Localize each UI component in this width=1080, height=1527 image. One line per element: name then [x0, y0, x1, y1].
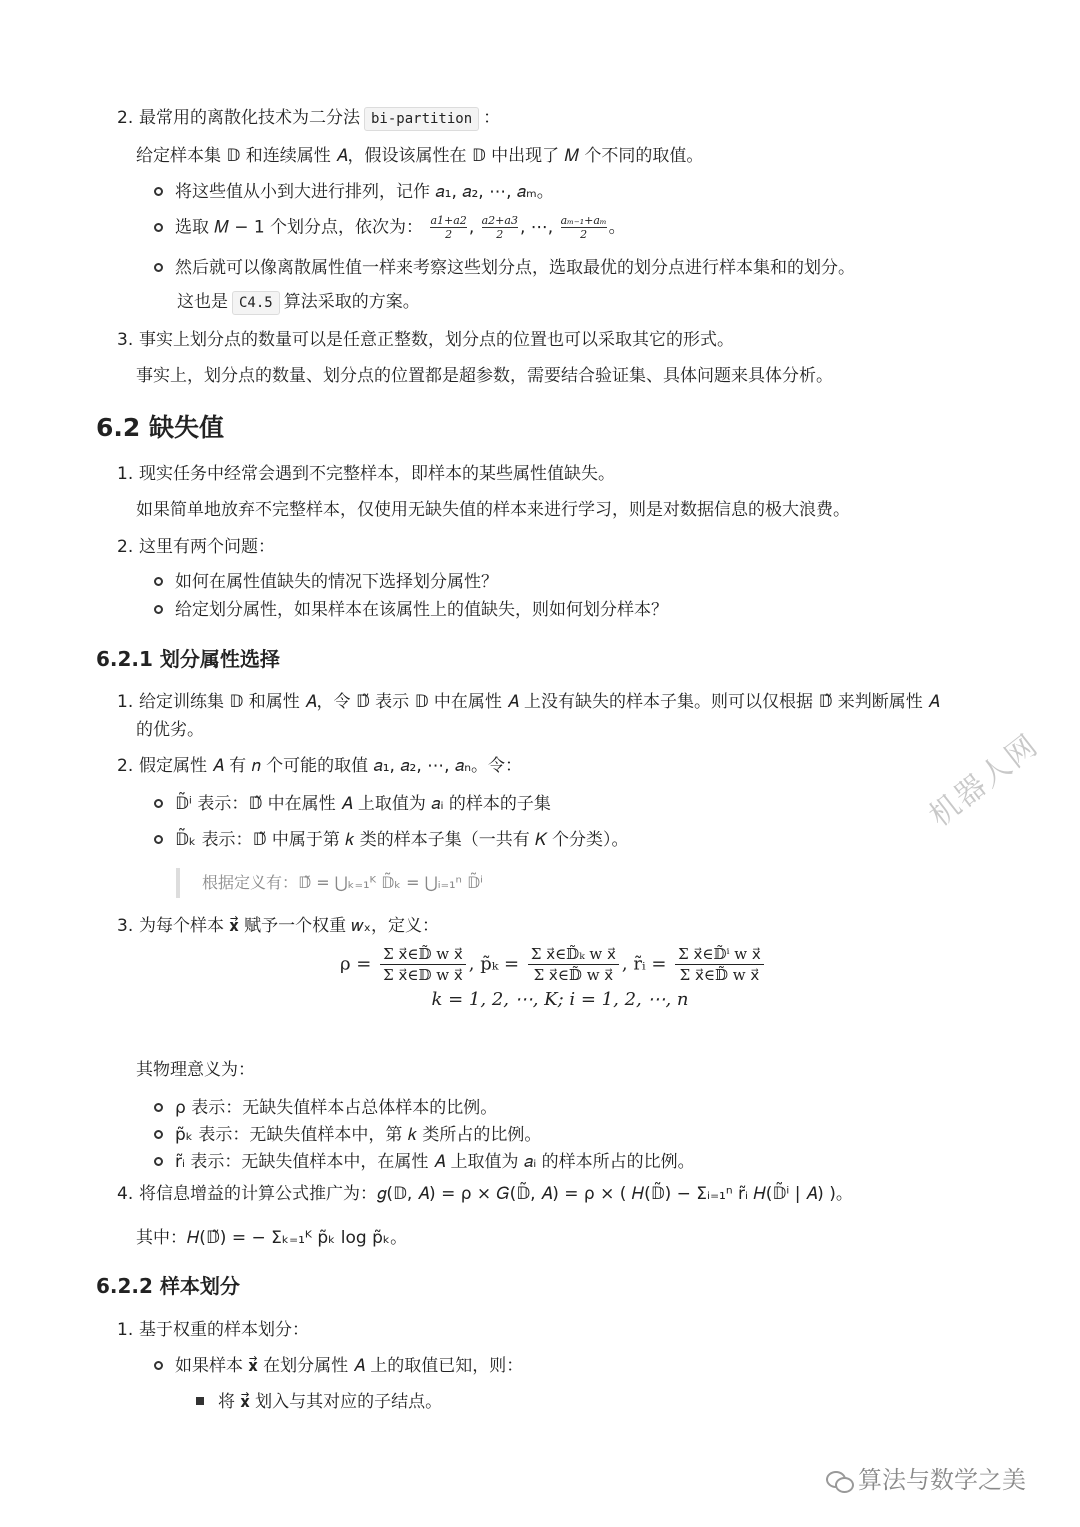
formula-line-1: ρ = $\frac{\text{Σ x⃗∈𝔻̃ w x⃗}}{\text{Σ x⃗∈𝔻 w x⃗}}$ , p̃ₖ = $\frac{\text{Σ x⃗∈𝔻̃ₖ w x⃗}}{\text{Σ x⃗∈𝔻̃ w x⃗}}$ , r̃ᵢ = $\frac{\text{Σ x⃗∈𝔻̃ⁱ w x⃗}}{\text{Σ x⃗∈𝔻̃ w x⃗}}$ — [340, 944, 780, 985]
list-item: 1. 现实任务中经常会遇到不完整样本，即样本的某些属性值缺失。 — [117, 464, 615, 484]
bullet-item: p̃ₖ 表示：无缺失值样本中，第 𝑘 类所占的比例。 — [154, 1123, 541, 1147]
bullet-item: 𝔻̃ₖ 表示：𝔻̃ 中属于第 𝑘 类的样本子集（一共有 𝐾 个分类）。 — [154, 828, 629, 852]
bullet-item: 如何在属性值缺失的情况下选择划分属性？ — [154, 570, 498, 594]
list-item: 3. 事实上划分点的数量可以是任意正整数，划分点的位置也可以采取其它的形式。 — [117, 330, 734, 350]
fraction: $\frac{\text{Σ x⃗∈𝔻̃ w x⃗}}{\text{Σ x⃗∈𝔻 w x⃗}}$ — [380, 944, 466, 985]
bullet-item: 然后就可以像离散属性值一样来考察这些划分点，选取最优的划分点进行样本集和的划分。 — [154, 256, 855, 280]
fraction: $\frac{\text{Σ x⃗∈𝔻̃ₖ w x⃗}}{\text{Σ x⃗∈𝔻̃ w x⃗}}$ — [528, 944, 619, 985]
paragraph: 如果简单地放弃不完整样本，仅使用无缺失值的样本来进行学习，则是对数据信息的极大浪费。 — [136, 500, 850, 520]
inline-code: bi-partition — [364, 107, 479, 131]
bullet-item: r̃ᵢ 表示：无缺失值样本中，在属性 𝐴 上取值为 𝑎ᵢ 的样本所占的比例。 — [154, 1150, 695, 1174]
bullet-icon — [154, 1361, 163, 1370]
fraction: $\frac{\text{Σ x⃗∈𝔻̃ⁱ w x⃗}}{\text{Σ x⃗∈𝔻̃ w x⃗}}$ — [675, 944, 764, 985]
blockquote: 根据定义有：𝔻̃ = ⋃ₖ₌₁ᴷ 𝔻̃ₖ = ⋃ᵢ₌₁ⁿ 𝔻̃ⁱ — [176, 868, 483, 898]
list-item: 1. 给定训练集 𝔻 和属性 𝐴，令 𝔻̃ 表示 𝔻 中在属性 𝐴 上没有缺失的样本子集。则可以仅根据 𝔻̃ 来判断属性 𝐴 — [117, 692, 940, 712]
paragraph: 其物理意义为： — [136, 1060, 255, 1080]
bullet-icon — [154, 1103, 163, 1112]
wechat-icon — [826, 1469, 852, 1491]
bullet-item: 如果样本 𝐱⃗ 在划分属性 𝐴 上的取值已知，则： — [154, 1354, 523, 1378]
subsection-heading: 6.2.1 划分属性选择 — [96, 647, 280, 671]
list-item: 2. 这里有两个问题： — [117, 537, 275, 557]
paragraph: 给定样本集 𝔻 和连续属性 𝐴，假设该属性在 𝔻 中出现了 𝑀 个不同的取值。 — [136, 146, 704, 166]
watermark: 机器人网 — [922, 727, 1046, 834]
bullet-item: 选取 𝑀 − 1 个划分点，依次为： $\frac{a1+a2}{2}$ , $\frac{a2+a3}{2}$ , ⋯, $\frac{\text{aₘ₋₁+aₘ}}{2}$ 。 — [154, 214, 626, 241]
weight-formula — [340, 944, 780, 1034]
bullet-item: 给定划分属性，如果样本在该属性上的值缺失，则如何划分样本？ — [154, 598, 668, 622]
fraction: $\frac{a1+a2}{2}$ — [430, 214, 467, 241]
bullet-icon — [154, 577, 163, 586]
sub-bullet-item: 将 𝐱⃗ 划入与其对应的子结点。 — [196, 1390, 442, 1414]
list-item: 4. 将信息增益的计算公式推广为：𝑔(𝔻, 𝐴) = ρ × 𝐺(𝔻̃, 𝐴) = ρ × ( 𝐻(𝔻̃) − Σᵢ₌₁ⁿ r̃ᵢ 𝐻(𝔻̃ⁱ | 𝐴) )。 — [117, 1184, 853, 1204]
paragraph: 其中：𝐻(𝔻̃) = − Σₖ₌₁ᴷ p̃ₖ log p̃ₖ。 — [136, 1228, 408, 1248]
list-item: 2. 假定属性 𝐴 有 𝑛 个可能的取值 𝑎₁, 𝑎₂, ⋯, 𝑎ₙ。令： — [117, 756, 522, 776]
list-item: 1. 基于权重的样本划分： — [117, 1320, 309, 1340]
paragraph: 事实上，划分点的数量、划分点的位置都是超参数，需要结合验证集、具体问题来具体分析。 — [136, 366, 833, 386]
section-heading: 6.2 缺失值 — [96, 413, 224, 442]
bullet-icon — [154, 263, 163, 272]
footer-brand: 算法与数学之美 — [826, 1460, 1026, 1495]
list-item: 2. 最常用的离散化技术为二分法 bi-partition ： — [117, 106, 500, 131]
bullet-icon — [154, 605, 163, 614]
square-bullet-icon — [196, 1397, 204, 1405]
bullet-item: 𝔻̃ⁱ 表示：𝔻̃ 中在属性 𝐴 上取值为 𝑎ᵢ 的样本的子集 — [154, 792, 551, 816]
list-item: 3. 为每个样本 𝐱⃗ 赋予一个权重 𝑤ₓ，定义： — [117, 916, 439, 936]
inline-code: C4.5 — [232, 291, 280, 315]
bullet-icon — [154, 799, 163, 808]
bullet-icon — [154, 835, 163, 844]
fraction: $\frac{a2+a3}{2}$ — [481, 214, 518, 241]
bullet-icon — [154, 187, 163, 196]
bullet-item: 将这些值从小到大进行排列，记作 𝑎₁, 𝑎₂, ⋯, 𝑎ₘ。 — [154, 180, 554, 204]
fraction: $\frac{\text{aₘ₋₁+aₘ}}{2}$ — [560, 214, 607, 241]
bullet-icon — [154, 1157, 163, 1166]
bullet-icon — [154, 1130, 163, 1139]
paragraph: 的优劣。 — [136, 720, 204, 740]
bullet-icon — [154, 223, 163, 232]
subsection-heading: 6.2.2 样本划分 — [96, 1274, 240, 1298]
bullet-item: ρ 表示：无缺失值样本占总体样本的比例。 — [154, 1096, 497, 1120]
paragraph: 这也是 C4.5 算法采取的方案。 — [177, 290, 420, 315]
formula-line-2: k = 1, 2, ⋯, K; i = 1, 2, ⋯, n — [431, 989, 689, 1010]
